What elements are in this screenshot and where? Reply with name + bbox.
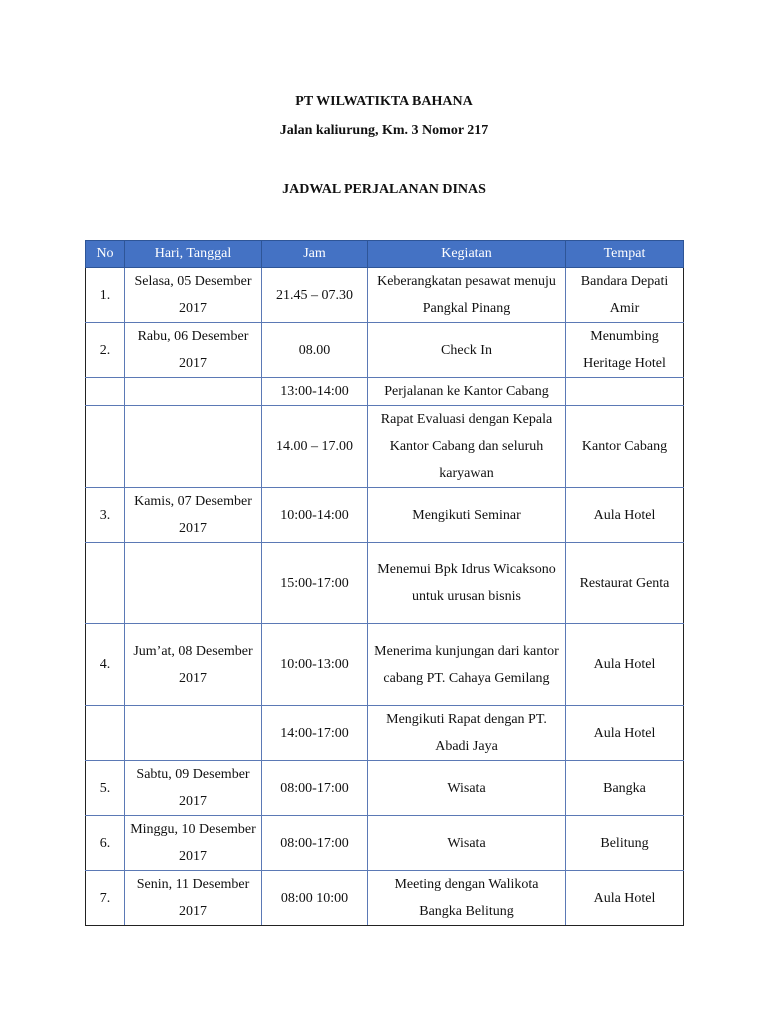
column-header-tempat: Tempat — [566, 241, 684, 268]
cell-tempat: Aula Hotel — [566, 624, 684, 706]
cell-hari-tanggal: Selasa, 05 Desember 2017 — [125, 268, 262, 323]
cell-hari-tanggal — [125, 706, 262, 761]
cell-jam: 08:00 10:00 — [262, 871, 368, 926]
table-row — [86, 706, 684, 761]
cell-jam: 08.00 — [262, 323, 368, 378]
cell-tempat: Aula Hotel — [566, 706, 684, 761]
cell-no: 4. — [86, 624, 125, 706]
cell-jam: 10:00-13:00 — [262, 624, 368, 706]
cell-hari-tanggal: Minggu, 10 Desember 2017 — [125, 816, 262, 871]
cell-jam: 14.00 – 17.00 — [262, 406, 368, 488]
cell-no: 7. — [86, 871, 125, 926]
cell-kegiatan: Wisata — [368, 761, 566, 816]
cell-hari-tanggal — [125, 406, 262, 488]
cell-hari-tanggal: Jum’at, 08 Desember 2017 — [125, 624, 262, 706]
cell-kegiatan: Wisata — [368, 816, 566, 871]
cell-kegiatan: Check In — [368, 323, 566, 378]
cell-tempat: Bangka — [566, 761, 684, 816]
table-row — [86, 323, 684, 378]
cell-kegiatan: Rapat Evaluasi dengan Kepala Kantor Cabang dan seluruh karyawan — [368, 406, 566, 488]
cell-kegiatan: Mengikuti Rapat dengan PT. Abadi Jaya — [368, 706, 566, 761]
document-title: JADWAL PERJALANAN DINAS — [282, 182, 486, 197]
cell-no: 1. — [86, 268, 125, 323]
cell-hari-tanggal: Rabu, 06 Desember 2017 — [125, 323, 262, 378]
cell-kegiatan: Meeting dengan Walikota Bangka Belitung — [368, 871, 566, 926]
cell-hari-tanggal — [125, 378, 262, 406]
cell-jam: 15:00-17:00 — [262, 543, 368, 624]
cell-jam: 21.45 – 07.30 — [262, 268, 368, 323]
table-row — [86, 378, 684, 406]
table-row — [86, 268, 684, 323]
table-row — [86, 488, 684, 543]
cell-hari-tanggal: Kamis, 07 Desember 2017 — [125, 488, 262, 543]
cell-hari-tanggal — [125, 543, 262, 624]
cell-tempat: Aula Hotel — [566, 871, 684, 926]
cell-tempat — [566, 378, 684, 406]
table-header-row — [86, 241, 684, 268]
table-row — [86, 543, 684, 624]
cell-jam: 08:00-17:00 — [262, 761, 368, 816]
cell-no: 5. — [86, 761, 125, 816]
table-row — [86, 761, 684, 816]
column-header-jam: Jam — [262, 241, 368, 268]
column-header-hari-tanggal: Hari, Tanggal — [125, 241, 262, 268]
cell-jam: 13:00-14:00 — [262, 378, 368, 406]
cell-kegiatan: Mengikuti Seminar — [368, 488, 566, 543]
cell-jam: 10:00-14:00 — [262, 488, 368, 543]
cell-kegiatan: Perjalanan ke Kantor Cabang — [368, 378, 566, 406]
company-address: Jalan kaliurung, Km. 3 Nomor 217 — [279, 123, 489, 138]
cell-hari-tanggal: Senin, 11 Desember 2017 — [125, 871, 262, 926]
cell-tempat: Kantor Cabang — [566, 406, 684, 488]
cell-tempat: Belitung — [566, 816, 684, 871]
cell-no: 3. — [86, 488, 125, 543]
table-row — [86, 624, 684, 706]
cell-no: 6. — [86, 816, 125, 871]
table-row — [86, 816, 684, 871]
cell-tempat: Menumbing Heritage Hotel — [566, 323, 684, 378]
cell-no — [86, 543, 125, 624]
table-row — [86, 871, 684, 926]
table-row — [86, 406, 684, 488]
cell-no — [86, 706, 125, 761]
cell-no — [86, 406, 125, 488]
cell-tempat: Restaurat Genta — [566, 543, 684, 624]
column-header-kegiatan: Kegiatan — [368, 241, 566, 268]
cell-hari-tanggal: Sabtu, 09 Desember 2017 — [125, 761, 262, 816]
company-name: PT WILWATIKTA BAHANA — [295, 94, 473, 109]
cell-jam: 08:00-17:00 — [262, 816, 368, 871]
cell-kegiatan: Keberangkatan pesawat menuju Pangkal Pinang — [368, 268, 566, 323]
cell-kegiatan: Menerima kunjungan dari kantor cabang PT. Cahaya Gemilang — [368, 624, 566, 706]
column-header-no: No — [86, 241, 125, 268]
cell-jam: 14:00-17:00 — [262, 706, 368, 761]
cell-no — [86, 378, 125, 406]
cell-no: 2. — [86, 323, 125, 378]
cell-kegiatan: Menemui Bpk Idrus Wicaksono untuk urusan bisnis — [368, 543, 566, 624]
cell-tempat: Bandara Depati Amir — [566, 268, 684, 323]
cell-tempat: Aula Hotel — [566, 488, 684, 543]
schedule-table — [85, 240, 684, 926]
